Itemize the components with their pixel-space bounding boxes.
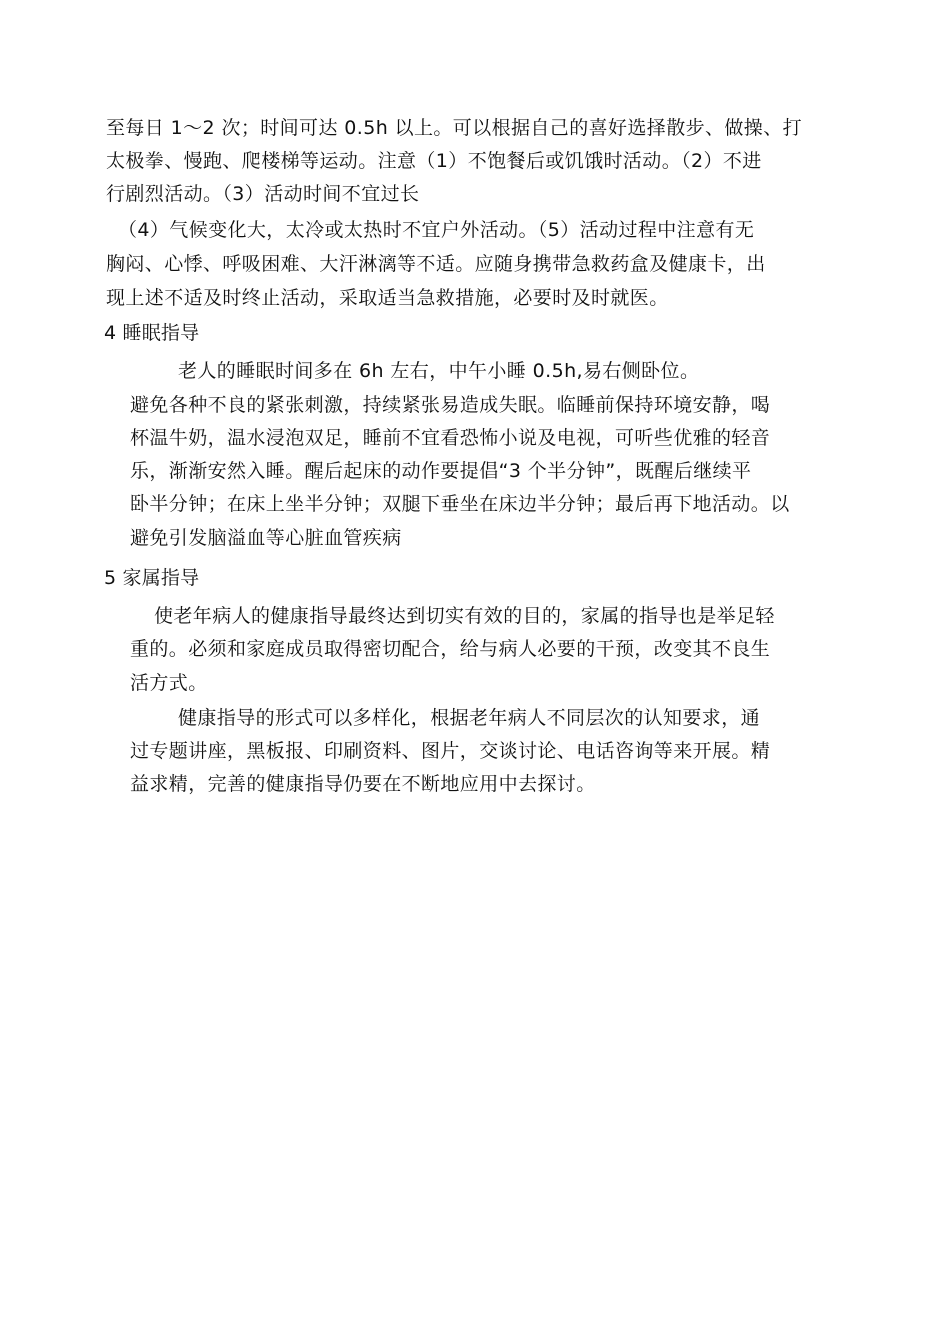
section-heading-family: 5 家属指导 — [104, 567, 200, 589]
paragraph-line: 杯温牛奶，温水浸泡双足，睡前不宜看恐怖小说及电视，可听些优雅的轻音 — [130, 427, 771, 449]
paragraph-line: 胸闷、心悸、呼吸困难、大汗淋漓等不适。应随身携带急救药盒及健康卡，出 — [106, 253, 766, 275]
paragraph-line: 太极拳、慢跑、爬楼梯等运动。注意（1）不饱餐后或饥饿时活动。（2）不进 — [106, 150, 762, 172]
paragraph-line: 使老年病人的健康指导最终达到切实有效的目的，家属的指导也是举足轻 — [154, 605, 775, 627]
paragraph-line: 活方式。 — [130, 672, 208, 694]
paragraph-line: 老人的睡眠时间多在 6h 左右，中午小睡 0.5h,易右侧卧位。 — [178, 360, 700, 382]
paragraph-line: 益求精，完善的健康指导仍要在不断地应用中去探讨。 — [130, 773, 596, 795]
paragraph-line: 过专题讲座，黑板报、印刷资料、图片，交谈讨论、电话咨询等来开展。精 — [130, 740, 771, 762]
paragraph-line: 重的。必须和家庭成员取得密切配合，给与病人必要的干预，改变其不良生 — [130, 638, 771, 660]
paragraph-line: 至每日 1～2 次；时间可达 0.5h 以上。可以根据自己的喜好选择散步、做操、打 — [106, 117, 802, 139]
paragraph-line: 行剧烈活动。（3）活动时间不宜过长 — [106, 183, 420, 205]
section-heading-sleep: 4 睡眠指导 — [104, 322, 200, 344]
paragraph-line: 避免各种不良的紧张刺激，持续紧张易造成失眠。临睡前保持环境安静，喝 — [130, 394, 771, 416]
paragraph-line: 健康指导的形式可以多样化，根据老年病人不同层次的认知要求，通 — [178, 707, 761, 729]
paragraph-line: （4）气候变化大，太冷或太热时不宜户外活动。（5）活动过程中注意有无 — [118, 219, 755, 241]
paragraph-line: 卧半分钟；在床上坐半分钟；双腿下垂坐在床边半分钟；最后再下地活动。以 — [130, 493, 790, 515]
paragraph-line: 乐，渐渐安然入睡。醒后起床的动作要提倡“3 个半分钟”，既醒后继续平 — [130, 460, 752, 482]
paragraph-line: 现上述不适及时终止活动，采取适当急救措施，必要时及时就医。 — [106, 287, 669, 309]
paragraph-line: 避免引发脑溢血等心脏血管疾病 — [130, 527, 402, 549]
